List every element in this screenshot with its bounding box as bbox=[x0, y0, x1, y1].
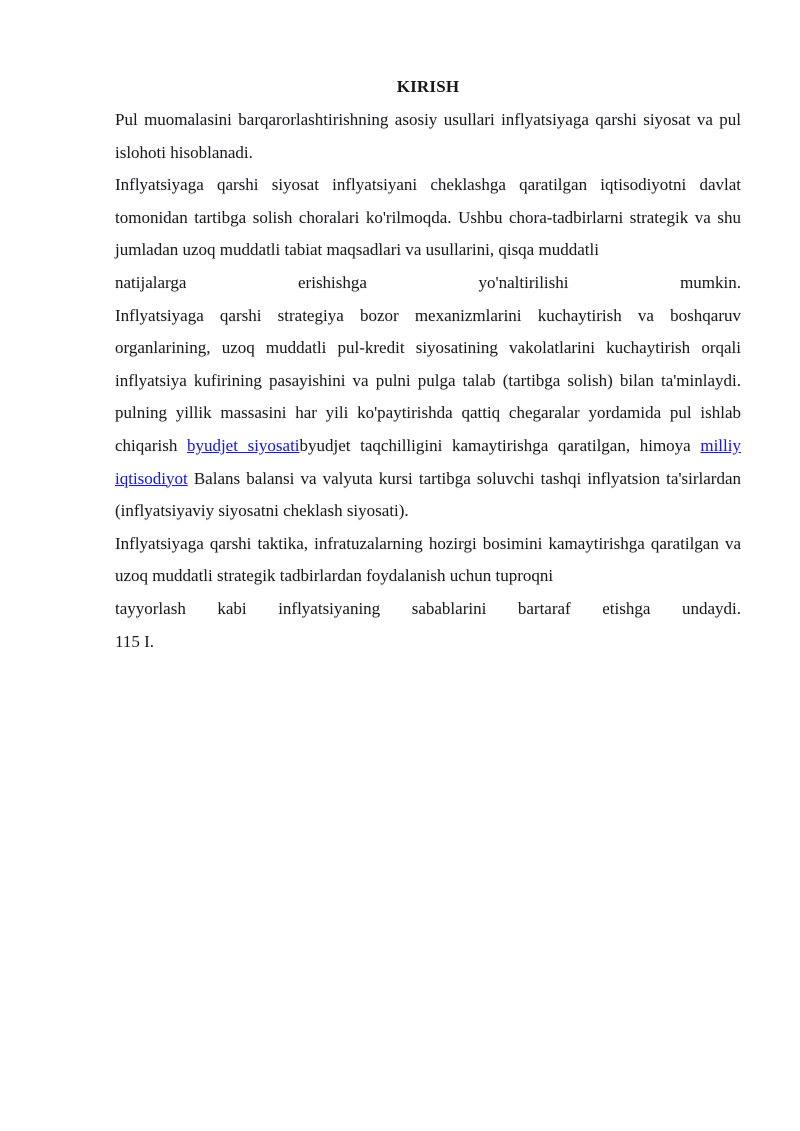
paragraph-text: Inflyatsiyaga qarshi taktika, infratuzalarning hozirgi bosimini kamaytirishga qaratilgan va uzoq muddatli strategik tadbirlardan foydalanish uchun tuproqni bbox=[115, 533, 741, 586]
paragraph-tactics bbox=[115, 528, 741, 626]
paragraph-text: Balans balansi va valyuta kursi tartibga soluvchi tashqi inflyatsion ta'sirlardan (inflyatsiyaviy siyosatni cheklash siyosati). bbox=[115, 468, 741, 521]
link-national-economy[interactable]: milliy iqtisodiyot bbox=[115, 435, 741, 488]
link-budget-policy[interactable]: byudjet siyosati bbox=[186, 435, 300, 455]
paragraph-antiinflation-policy bbox=[115, 169, 741, 299]
paragraph-text: byudjet taqchilligini kamaytirishga qaratilgan, himoya bbox=[299, 435, 701, 455]
paragraph-text: Inflyatsiyaga qarshi strategiya bozor mexanizmlarini kuchaytirish va boshqaruv organlarining, uzoq muddatli pul-kredit siyosatining vakolatlarini kuchaytirish orqali inflyatsiya kufirining pasayishini va pulni pulga talab (tartibga solish) bilan ta'minlaydi. pulning yillik massasini har yili ko'paytirishda qattiq chegaralar yordamida pul ishlab chiqarish bbox=[115, 305, 741, 455]
paragraph-strategy bbox=[115, 300, 741, 528]
paragraph-intro: Pul muomalasini barqarorlashtirishning asosiy usullari inflyatsiyaga qarshi siyosat va pul islohoti hisoblanadi. bbox=[115, 110, 741, 162]
paragraph-text: Inflyatsiyaga qarshi siyosat inflyatsiyani cheklashga qaratilgan iqtisodiyotni davlat tomonidan tartibga solish choralari ko'rilmoqda. Ushbu chora-tadbirlarni strategik va shu jumladan uzoq muddatli tabiat maqsadlari va usullarini, qisqa muddatli bbox=[115, 175, 741, 260]
paragraph-last-line: tayyorlash kabi inflyatsiyaning sabablarini bartaraf etishga undaydi. bbox=[115, 598, 741, 618]
page-reference: 115 I. bbox=[115, 631, 155, 651]
document-page bbox=[115, 76, 741, 658]
page-title: KIRISH bbox=[396, 77, 460, 96]
paragraph-last-line: natijalarga erishishga yo'naltirilishi mumkin. bbox=[115, 272, 741, 292]
